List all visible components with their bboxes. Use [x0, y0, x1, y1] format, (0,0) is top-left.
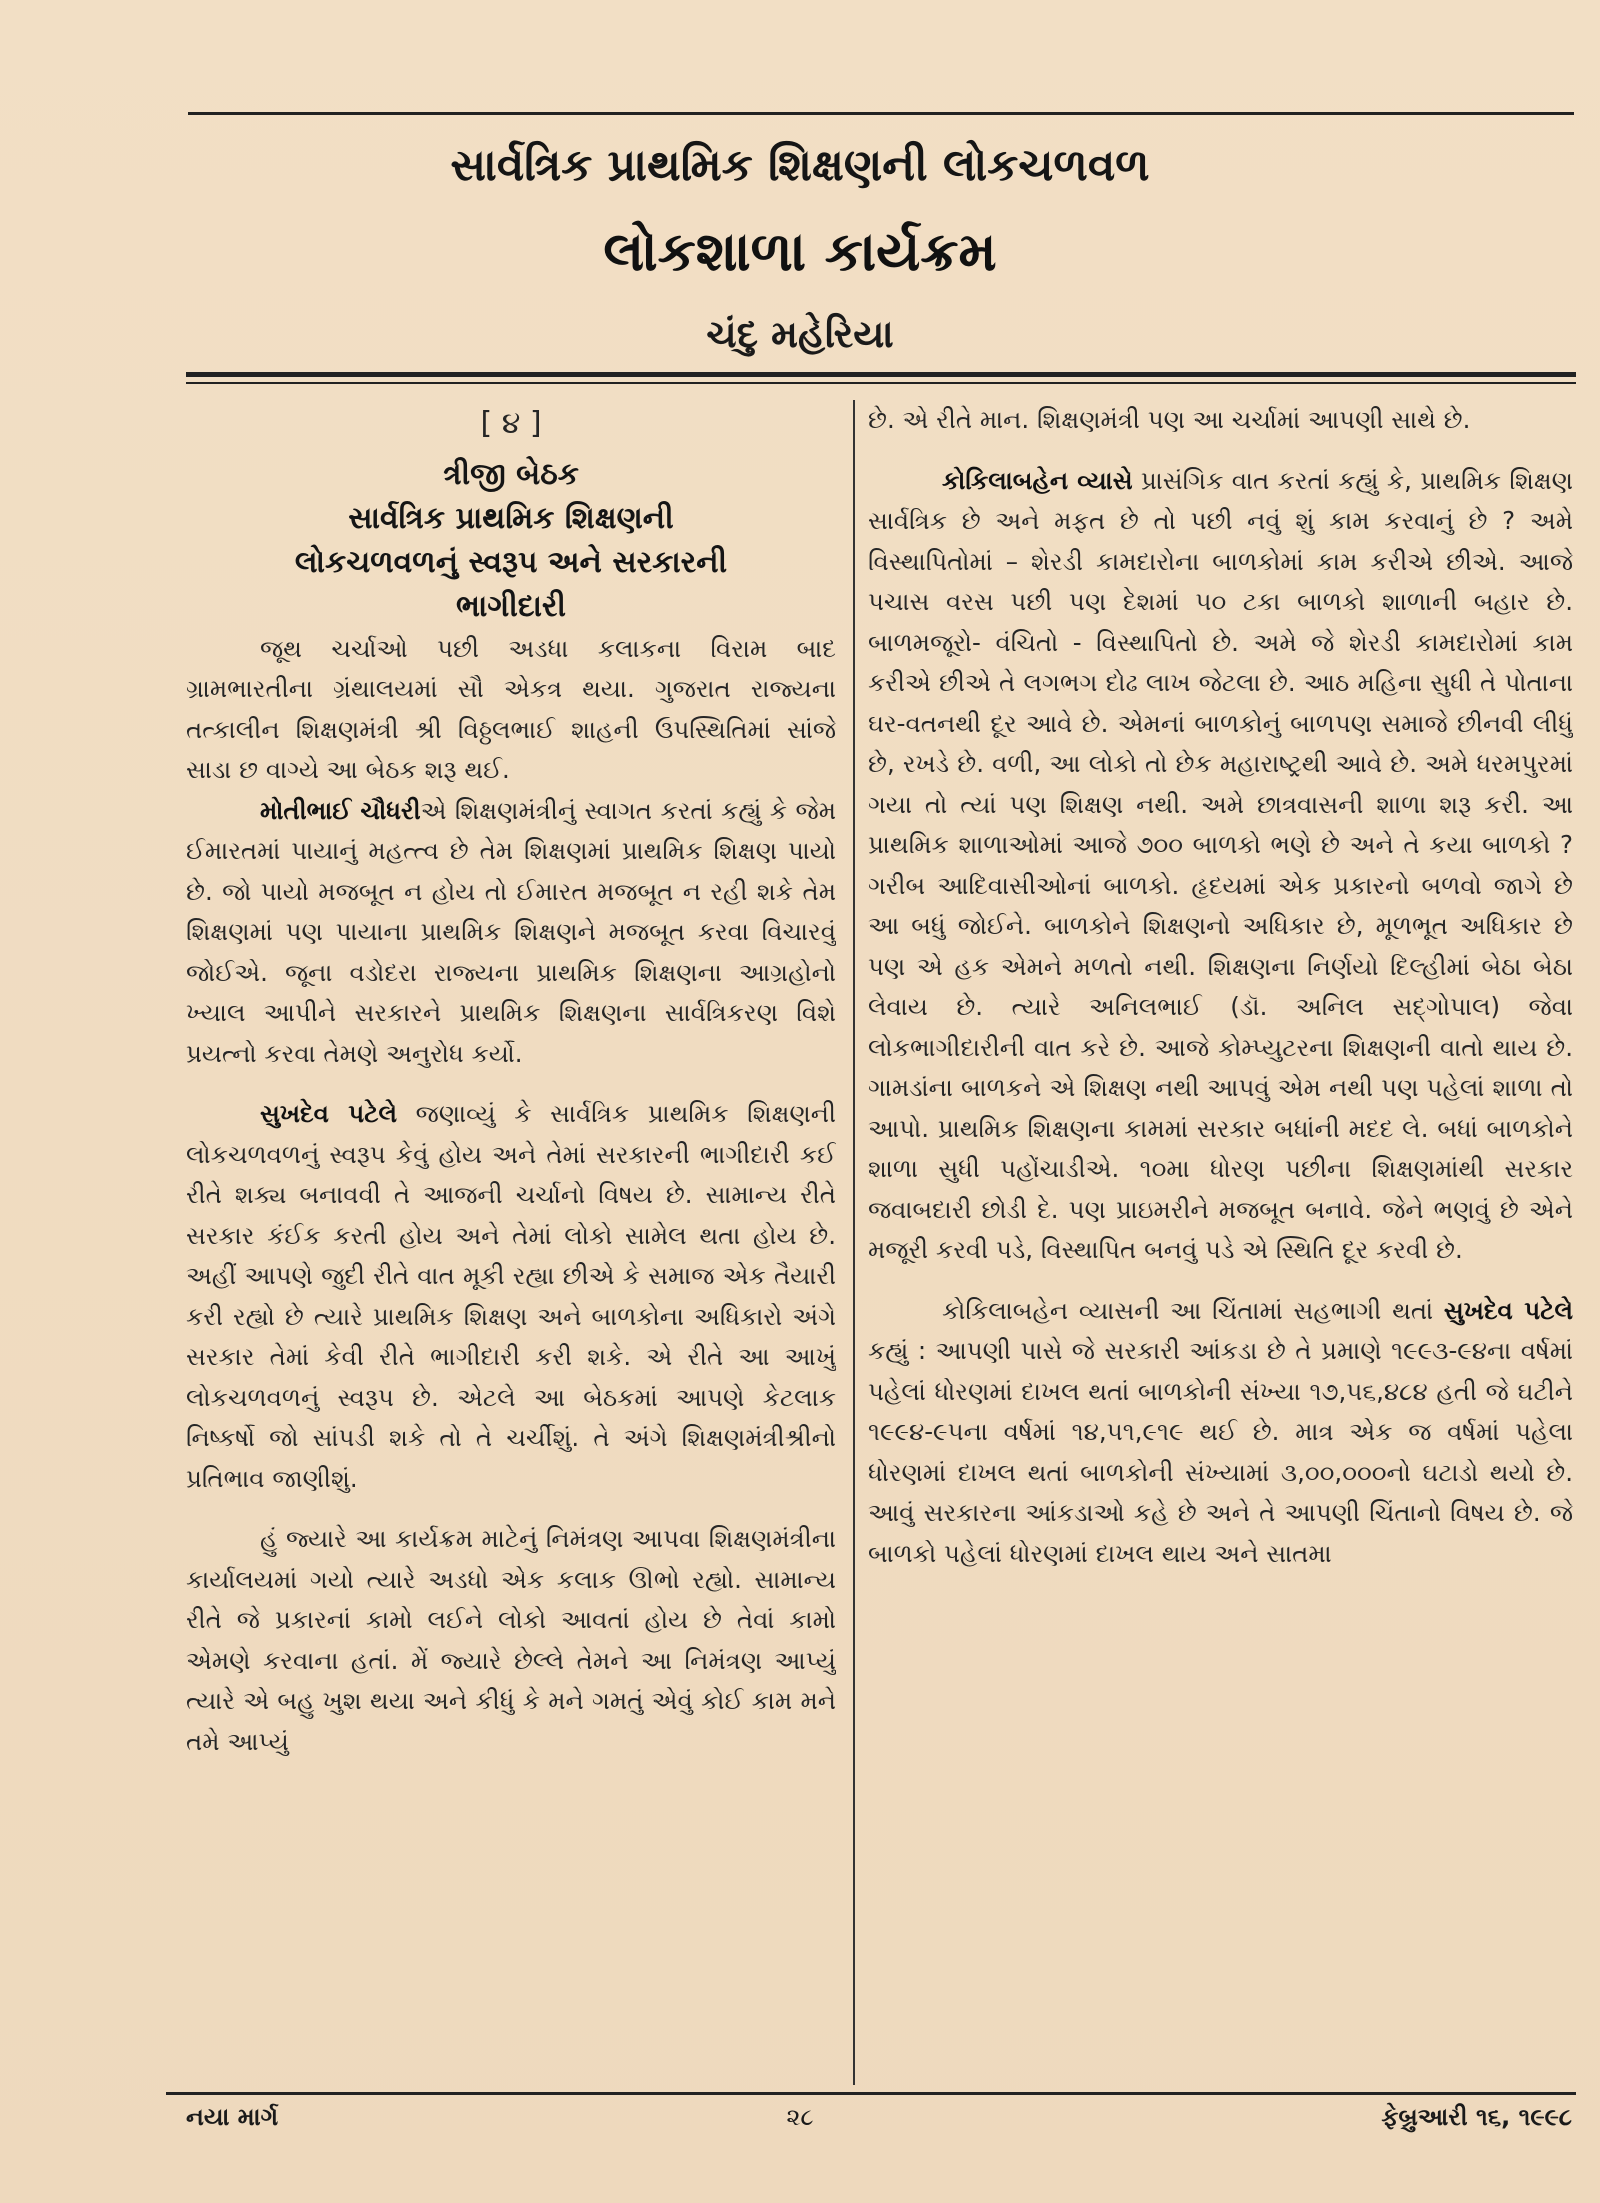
- paragraph: હું જ્યારે આ કાર્યક્રમ માટેનું નિમંત્રણ આપવા શિક્ષણમંત્રીના કાર્યાલયમાં ગયો ત્યારે અડધો એક કલાક ઊભો રહ્યો. સામાન્ય રીતે જે પ્રકારનાં કામો લઈને લોકો આવતાં હોય છે તેવાં કામો એમણે કરવાના હતાં. મેં જ્યારે છેલ્લે તેમને આ નિમંત્રણ આપ્યું ત્યારે એ બહુ ખુશ થયા અને કીધું કે મને ગમતું એવું કોઈ કામ મને તમે આપ્યું: [186, 1524, 836, 1756]
- paragraph: [186, 791, 836, 1075]
- paragraph: [868, 1291, 1573, 1575]
- paragraph: છે. એ રીતે માન. શિક્ષણમંત્રી પણ આ ચર્ચામાં આપણી સાથે છે.: [868, 405, 1471, 434]
- paragraph-text: એ શિક્ષણમંત્રીનું સ્વાગત કરતાં કહ્યું કે જેમ ઈમારતમાં પાયાનું મહત્ત્વ છે તેમ શિક્ષણમાં પ્રાથમિક શિક્ષણ પાયો છે. જો પાયો મજબૂત ન હોય તો ઈમારત મજબૂત ન રહી શકે તેમ શિક્ષણમાં પણ પાયાના પ્રાથમિક શિક્ષણને મજબૂત કરવા વિચારવું જોઈએ. જૂના વડોદરા રાજ્યના પ્રાથમિક શિક્ષણના આગ્રહોનો ખ્યાલ આપીને સરકારને પ્રાથમિક શિક્ષણના સાર્વત્રિકરણ વિશે પ્રયત્નો કરવા તેમણે અનુરોધ કર્યો.: [186, 795, 836, 1068]
- paragraph: [186, 1094, 836, 1499]
- section-heading-line: લોકચળવળનું સ્વરૂપ અને સરકારની: [294, 544, 728, 580]
- paragraph: જૂથ ચર્ચાઓ પછી અડધા કલાકના વિરામ બાદ ગ્રામભારતીના ગ્રંથાલયમાં સૌ એકત્ર થયા. ગુજરાત રાજ્યના તત્કાલીન શિક્ષણમંત્રી શ્રી વિઠ્ઠલભાઈ શાહની ઉપસ્થિતિમાં સાંજે સાડા છ વાગ્યે આ બેઠક શરૂ થઈ.: [186, 633, 836, 784]
- footer-rule: [166, 2092, 1576, 2095]
- section-heading-line: ત્રીજી બેઠક: [443, 456, 579, 492]
- paragraph-text: કહ્યું : આપણી પાસે જે સરકારી આંકડા છે તે પ્રમાણે ૧૯૯૩-૯૪ના વર્ષમાં પહેલાં ધોરણમાં દાખલ થતાં બાળકોની સંખ્યા ૧૭,૫૬,૪૮૪ હતી જે ઘટીને ૧૯૯૪-૯૫ના વર્ષમાં ૧૪,૫૧,૯૧૯ થઈ છે. માત્ર એક જ વર્ષમાં પહેલા ધોરણમાં દાખલ થતાં બાળકોની સંખ્યામાં ૩,૦૦,૦૦૦નો ઘટાડો થયો છે. આવું સરકારના આંકડાઓ કહે છે અને તે આપણી ચિંતાનો વિષય છે. જે બાળકો પહેલાં ધોરણમાં દાખલ થાય અને સાતમા: [868, 1336, 1573, 1568]
- paragraph-text: જણાવ્યું કે સાર્વત્રિક પ્રાથમિક શિક્ષણની લોકચળવળનું સ્વરૂપ કેવું હોય અને તેમાં સરકારની ભાગીદારી કઈ રીતે શક્ય બનાવવી તે આજની ચર્ચાનો વિષય છે. સામાન્ય રીતે સરકાર કંઈક કરતી હોય અને તેમાં લોકો સામેલ થતા હોય છે. અહીં આપણે જુદી રીતે વાત મૂકી રહ્યા છીએ કે સમાજ એક તૈયારી કરી રહ્યો છે ત્યારે પ્રાથમિક શિક્ષણ અને બાળકોના અધિકારો અંગે સરકાર તેમાં કેવી રીતે ભાગીદારી કરી શકે. એ રીતે આ આખું લોકચળવળનું સ્વરૂપ છે. એટલે આ બેઠકમાં આપણે કેટલાક નિષ્કર્ષો જો સાંપડી શકે તો તે ચર્ચીશું. તે અંગે શિક્ષણમંત્રીશ્રીનો પ્રતિભાવ જાણીશું.: [186, 1099, 836, 1493]
- part-number: [ ૪ ]: [480, 406, 542, 441]
- section-heading-line: ભાગીદારી: [455, 588, 567, 624]
- article-title: લોકશાળા કાર્યક્રમ: [603, 220, 997, 283]
- right-column: [868, 400, 1573, 2080]
- author-byline: ચંદુ મહેરિયા: [706, 312, 894, 356]
- issue-date: ફેબ્રુઆરી ૧૬, ૧૯૯૮: [1381, 2103, 1572, 2131]
- header-rule-thick: [186, 372, 1576, 377]
- speaker-name: સુખદેવ પટેલે: [1443, 1295, 1573, 1325]
- publication-name: નયા માર્ગ: [186, 2103, 279, 2131]
- speaker-name: મોતીભાઈ ચૌધરી: [260, 795, 421, 825]
- page-number: ૨૮: [786, 2103, 814, 2131]
- header-rule-thin: [186, 382, 1576, 384]
- section-heading-line: સાર્વત્રિક પ્રાથમિક શિક્ષણની: [348, 500, 674, 536]
- paragraph: [868, 461, 1573, 1271]
- series-title: સાર્વત્રિક પ્રાથમિક શિક્ષણની લોકચળવળ: [450, 140, 1150, 191]
- left-column: [186, 400, 836, 2080]
- paragraph-text: પ્રાસંગિક વાત કરતાં કહ્યું કે, પ્રાથમિક શિક્ષણ સાર્વત્રિક છે અને મફત છે તો પછી નવું શું કામ કરવાનું છે ? અમે વિસ્થાપિતોમાં – શેરડી કામદારોના બાળકોમાં કામ કરીએ છીએ. આજે પચાસ વરસ પછી પણ દેશમાં ૫૦ ટકા બાળકો શાળાની બહાર છે. બાળમજૂરો- વંચિતો - વિસ્થાપિતો છે. અમે જે શેરડી કામદારોમાં કામ કરીએ છીએ તે લગભગ દોઢ લાખ જેટલા છે. આઠ મહિના સુધી તે પોતાના ઘર-વતનથી દૂર આવે છે. એમનાં બાળકોનું બાળપણ સમાજે છીનવી લીધું છે, રખડે છે. વળી, આ લોકો તો છેક મહારાષ્ટ્રથી આવે છે. અમે ધરમપુરમાં ગયા તો ત્યાં પણ શિક્ષણ નથી. અમે છાત્રવાસની શાળા શરૂ કરી. આ પ્રાથમિક શાળાઓમાં આજે ૭૦૦ બાળકો ભણે છે અને તે કયા બાળકો ? ગરીબ આદિવાસીઓનાં બાળકો. હૃદયમાં એક પ્રકારનો બળવો જાગે છે આ બધું જોઈને. બાળકોને શિક્ષણનો અધિકાર છે, મૂળભૂત અધિકાર છે પણ એ હક એમને મળતો નથી. શિક્ષણના નિર્ણયો દિલ્હીમાં બેઠા બેઠા લેવાય છે. ત્યારે અનિલભાઈ (ડૉ. અનિલ સદ્ગોપાલ) જેવા લોકભાગીદારીની વાત કરે છે. આજે કોમ્પ્યુટરના શિક્ષણની વાતો થાય છે. ગામડાંના બાળકને એ શિક્ષણ નથી આપવું એમ નથી પણ પહેલાં શાળા તો આપો. પ્રાથમિક શિક્ષણના કામમાં સરકાર બધાંની મદદ લે. બધાં બાળકોને શાળા સુધી પહોંચાડીએ. ૧૦મા ધોરણ પછીના શિક્ષણમાંથી સરકાર જવાબદારી છોડી દે. પણ પ્રાઇમરીને મજબૂત બનાવે. જેને ભણવું છે એને મજૂરી કરવી પડે, વિસ્થાપિત બનવું પડે એ સ્થિતિ દૂર કરવી છે.: [868, 465, 1573, 1264]
- paragraph-lead: કોકિલાબહેન વ્યાસની આ ચિંતામાં સહભાગી થતાં: [942, 1295, 1434, 1325]
- top-rule: [188, 112, 1574, 115]
- speaker-name: કોકિલાબહેન વ્યાસે: [942, 465, 1133, 495]
- speaker-name: સુખદેવ પટેલે: [260, 1099, 397, 1128]
- column-divider: [853, 400, 855, 2085]
